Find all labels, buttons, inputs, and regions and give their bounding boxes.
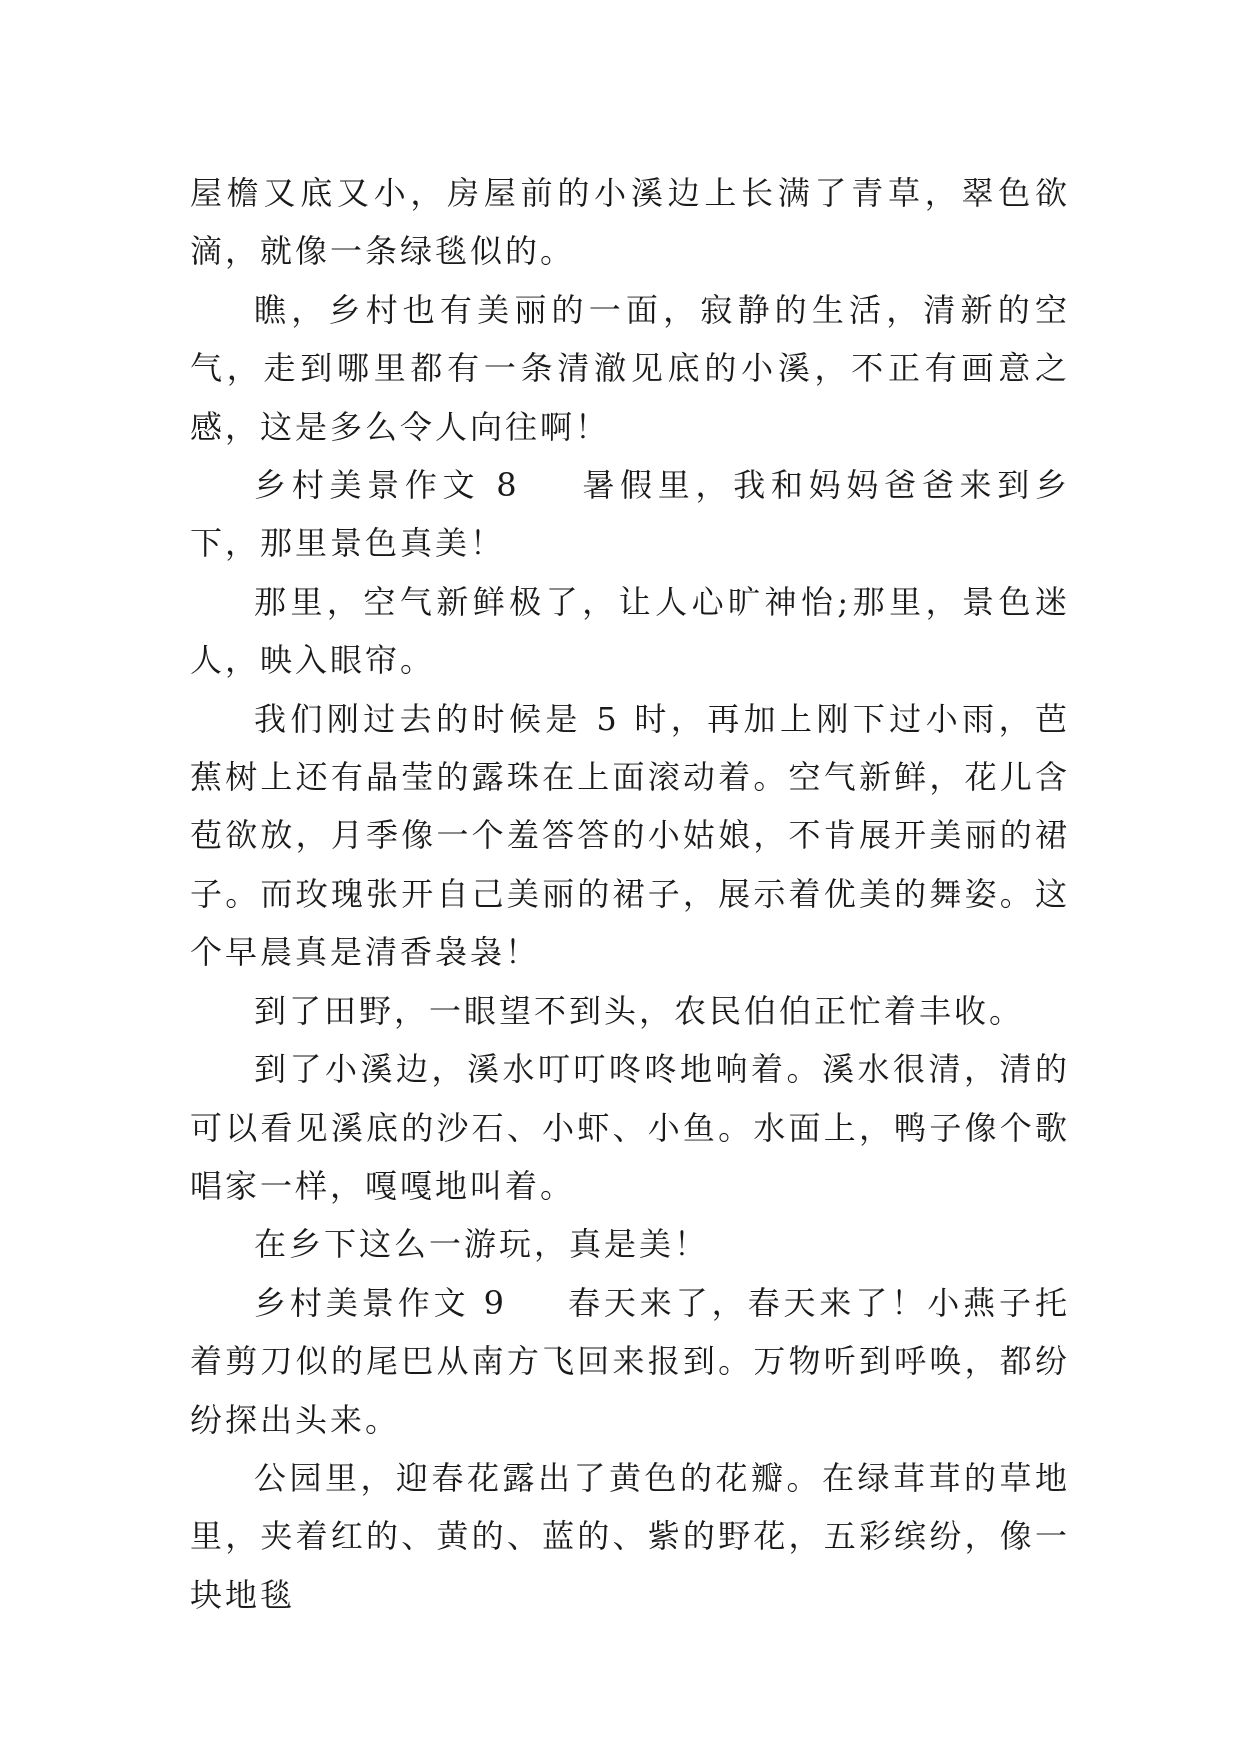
paragraph-2: 瞧，乡村也有美丽的一面，寂静的生活，清新的空气，走到哪里都有一条清澈见底的小溪，不正有画意之感，这是多么令人向往啊！ — [190, 290, 1070, 446]
article-body — [190, 164, 1070, 1624]
paragraph-3 — [190, 456, 1070, 573]
paragraph-8: 在乡下这么一游玩，真是美！ — [254, 1225, 710, 1264]
paragraph-5: 我们刚过去的时候是 5 时，再加上刚下过小雨，芭蕉树上还有晶莹的露珠在上面滚动着。空气新鲜，花儿含苞欲放，月季像一个羞答答的小姑娘，不肯展开美丽的裙子。而玫瑰张开自己美丽的裙子，展示着优美的舞姿。这个早晨真是清香袅袅！ — [190, 699, 1070, 972]
paragraph-10: 公园里，迎春花露出了黄色的花瓣。在绿茸茸的草地里，夹着红的、黄的、蓝的、紫的野花，五彩缤纷，像一块地毯 — [190, 1458, 1070, 1614]
paragraph-9-text: 春天来了，春天来了！小燕子托着剪刀似的尾巴从南方飞回来报到。万物听到呼唤，都纷纷探出头来。 — [190, 1283, 1070, 1439]
paragraph-9 — [190, 1274, 1070, 1449]
essay-heading-9: 乡村美景作文 9 — [254, 1283, 508, 1322]
paragraph-1: 屋檐又底又小，房屋前的小溪边上长满了青草，翠色欲滴，就像一条绿毯似的。 — [190, 174, 1070, 271]
paragraph-4: 那里，空气新鲜极了，让人心旷神怡;那里，景色迷人，映入眼帘。 — [190, 582, 1070, 680]
paragraph-3-text: 暑假里，我和妈妈爸爸来到乡下，那里景色真美！ — [190, 466, 1070, 563]
paragraph-6: 到了田野，一眼望不到头，农民伯伯正忙着丰收。 — [254, 991, 1025, 1030]
paragraph-7: 到了小溪边，溪水叮叮咚咚地响着。溪水很清，清的可以看见溪底的沙石、小虾、小鱼。水面上，鸭子像个歌唱家一样，嘎嘎地叫着。 — [190, 1050, 1070, 1205]
essay-heading-8: 乡村美景作文 8 — [254, 466, 520, 505]
